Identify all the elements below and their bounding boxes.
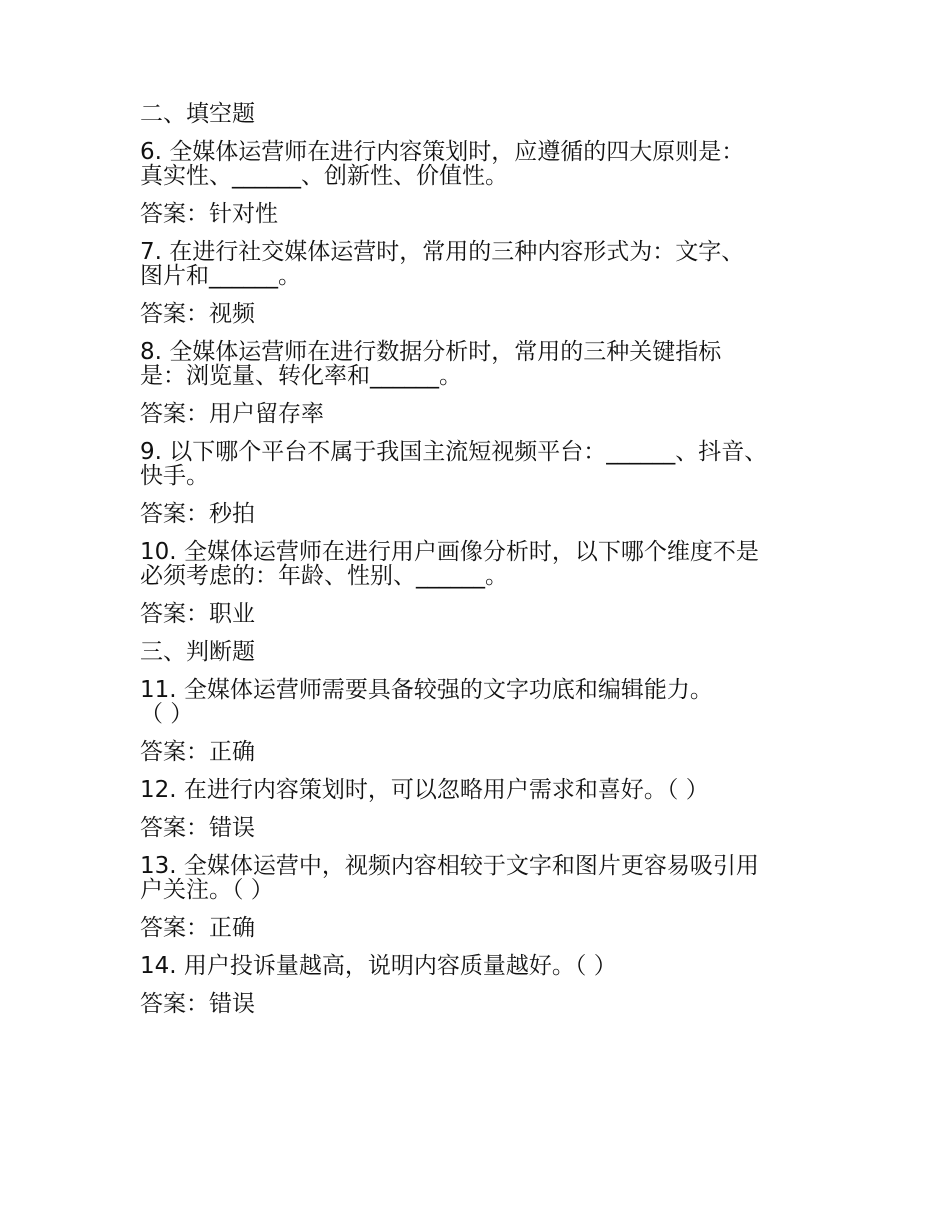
question-text-line2: 户关注。（ ）	[140, 877, 274, 903]
question-13	[140, 854, 815, 902]
question-text-line1: 13. 全媒体运营中，视频内容相较于文字和图片更容易吸引用	[140, 853, 759, 879]
answer-10: 答案：职业	[140, 601, 255, 627]
question-text-line2: 必须考虑的：年龄、性别、______。	[140, 563, 508, 589]
question-11	[140, 678, 815, 726]
section-heading-fill-blank: 二、填空题	[140, 101, 255, 127]
question-text-line1: 9. 以下哪个平台不属于我国主流短视频平台：______、抖音、	[140, 439, 768, 465]
question-text-line2: 是：浏览量、转化率和______。	[140, 363, 462, 389]
answer-8: 答案：用户留存率	[140, 401, 324, 427]
question-14	[140, 954, 815, 978]
document-page	[140, 102, 815, 1030]
answer-9: 答案：秒拍	[140, 501, 255, 527]
question-text-line2: 快手。	[140, 463, 209, 489]
question-text-line1: 12. 在进行内容策划时，可以忽略用户需求和喜好。（ ）	[140, 777, 709, 803]
question-text-line1: 6. 全媒体运营师在进行内容策划时，应遵循的四大原则是：	[140, 139, 745, 165]
question-9	[140, 440, 815, 488]
answer-12: 答案：错误	[140, 815, 255, 841]
question-10	[140, 540, 815, 588]
question-text-line1: 10. 全媒体运营师在进行用户画像分析时，以下哪个维度不是	[140, 539, 759, 565]
question-text-line2: （ ）	[140, 701, 194, 727]
answer-13: 答案：正确	[140, 915, 255, 941]
answer-6: 答案：针对性	[140, 201, 278, 227]
answer-11: 答案：正确	[140, 739, 255, 765]
question-text-line2: 图片和______。	[140, 263, 301, 289]
question-7	[140, 240, 815, 288]
question-text-line2: 真实性、______、创新性、价值性。	[140, 163, 508, 189]
answer-14: 答案：错误	[140, 991, 255, 1017]
question-12	[140, 778, 815, 802]
question-text-line1: 8. 全媒体运营师在进行数据分析时，常用的三种关键指标	[140, 339, 722, 365]
question-text-line1: 7. 在进行社交媒体运营时，常用的三种内容形式为：文字、	[140, 239, 745, 265]
question-6	[140, 140, 815, 188]
section-heading-true-false: 三、判断题	[140, 639, 255, 665]
answer-7: 答案：视频	[140, 301, 255, 327]
question-8	[140, 340, 815, 388]
question-text-line1: 14. 用户投诉量越高，说明内容质量越好。（ ）	[140, 953, 617, 979]
question-text-line1: 11. 全媒体运营师需要具备较强的文字功底和编辑能力。	[140, 677, 713, 703]
